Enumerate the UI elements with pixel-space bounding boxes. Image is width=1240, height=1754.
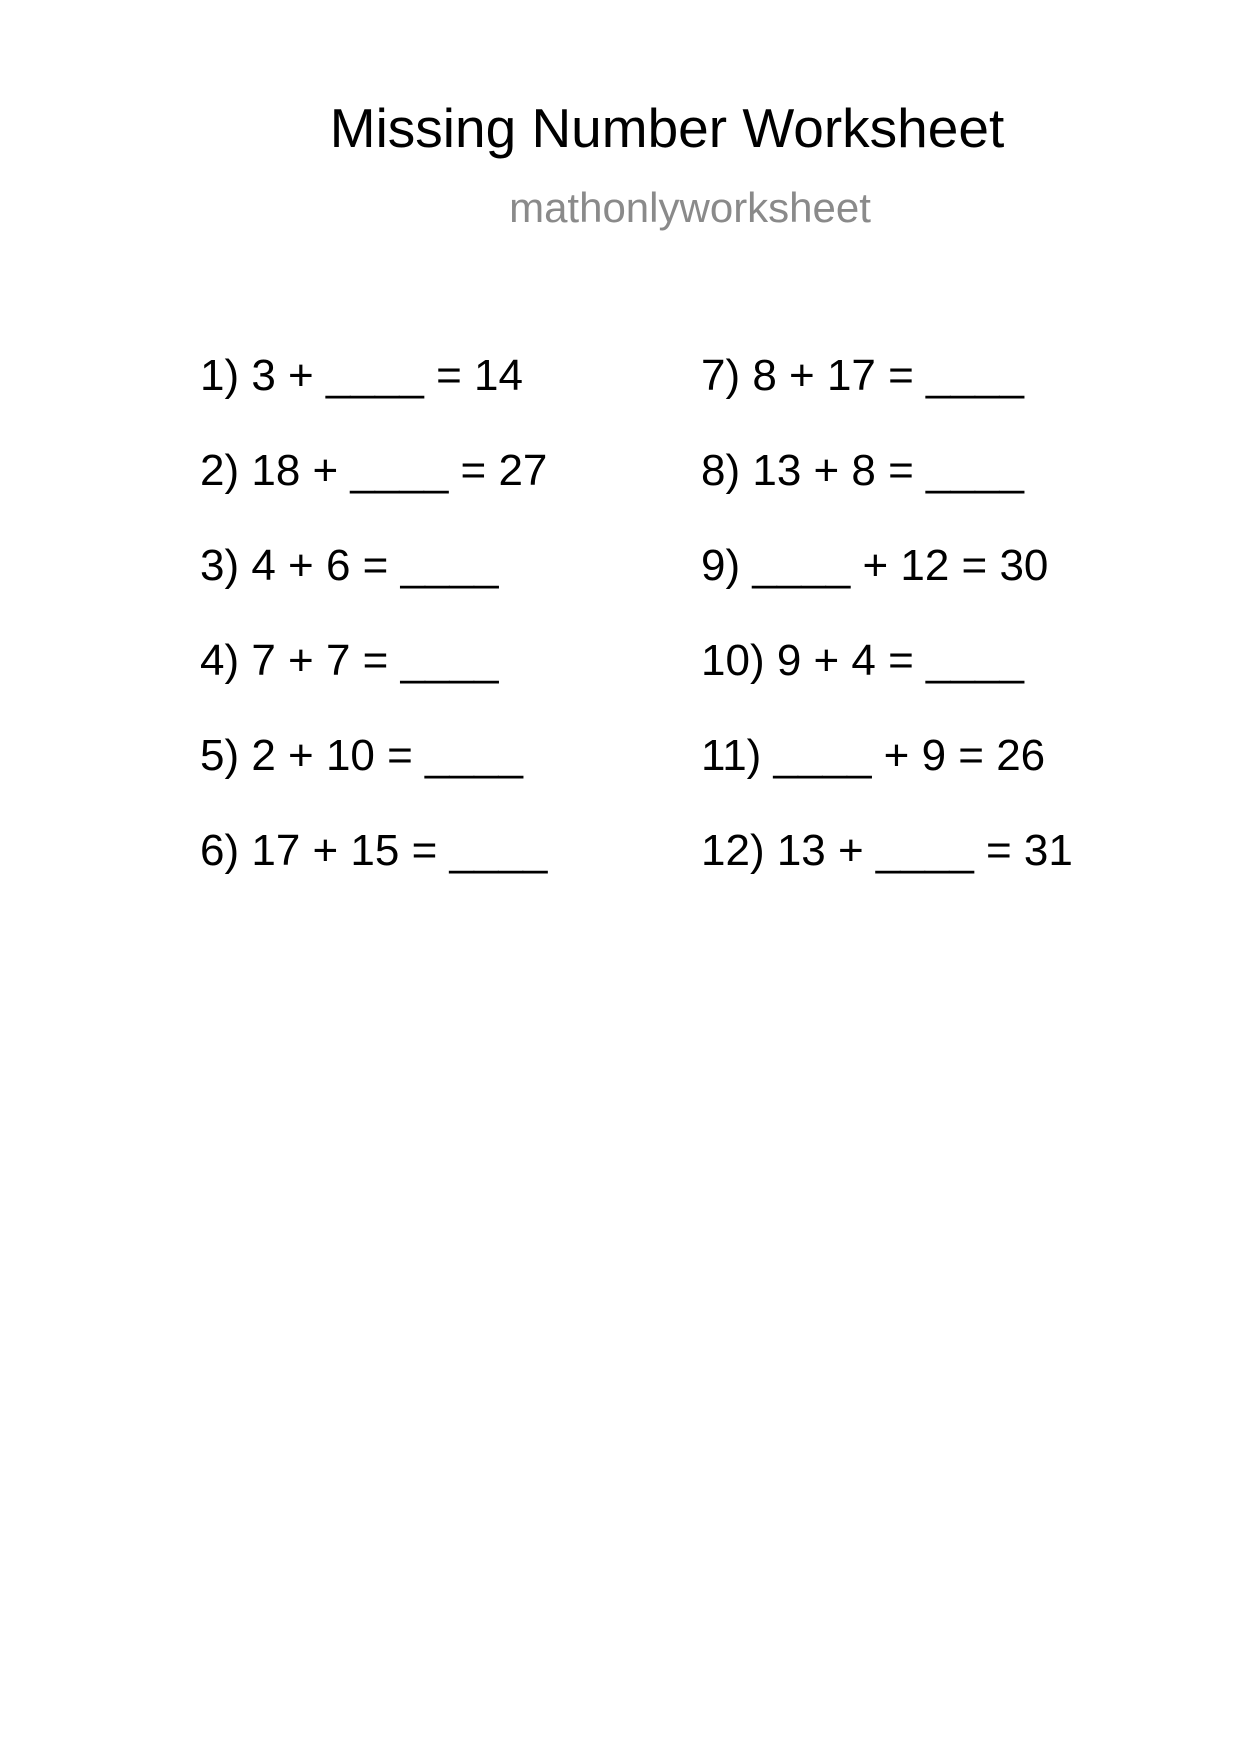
problem-column-right bbox=[701, 350, 1073, 920]
page-title: Missing Number Worksheet bbox=[329, 97, 1005, 159]
problem-column-left bbox=[200, 350, 547, 920]
problem-7: 7) 8 + 17 = ____ bbox=[701, 351, 1024, 400]
problem-4: 4) 7 + 7 = ____ bbox=[200, 636, 499, 685]
problem-10: 10) 9 + 4 = ____ bbox=[701, 636, 1024, 685]
problem-1: 1) 3 + ____ = 14 bbox=[200, 351, 523, 400]
problem-8: 8) 13 + 8 = ____ bbox=[701, 446, 1024, 495]
problem-12: 12) 13 + ____ = 31 bbox=[701, 826, 1073, 875]
page-subtitle: mathonlyworksheet bbox=[509, 184, 871, 231]
problem-9: 9) ____ + 12 = 30 bbox=[701, 541, 1049, 590]
problem-2: 2) 18 + ____ = 27 bbox=[200, 446, 548, 495]
problem-5: 5) 2 + 10 = ____ bbox=[200, 731, 523, 780]
problem-11: 11) ____ + 9 = 26 bbox=[701, 731, 1046, 780]
problem-6: 6) 17 + 15 = ____ bbox=[200, 826, 548, 875]
problem-3: 3) 4 + 6 = ____ bbox=[200, 541, 499, 590]
